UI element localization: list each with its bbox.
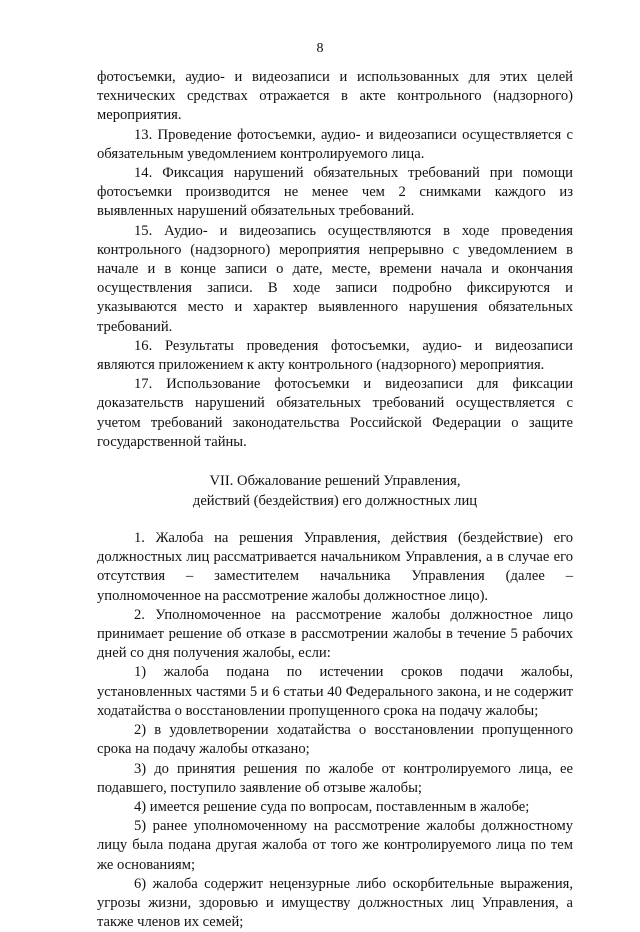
- list-item-5: 5) ранее уполномоченному на рассмотрение жалобы должностному лицу была подана другая жалоба от того же контролируемого лица по тем же основаниям;: [97, 818, 573, 873]
- list-item-2: 2) в удовлетворении ходатайства о восстановлении пропущенного срока на подачу жалобы отказано;: [97, 722, 573, 758]
- list-item-3: 3) до принятия решения по жалобе от контролируемого лица, ее подавшего, поступило заявление об отзыве жалобы;: [97, 760, 573, 796]
- paragraph-2: 2. Уполномоченное на рассмотрение жалобы должностное лицо принимает решение об отказе в рассмотрении жалобы в течение 5 рабочих дней со дня получения жалобы, если:: [97, 606, 573, 662]
- paragraph-17: 17. Использование фотосъемки и видеозаписи для фиксации доказательств нарушений обязательных требований осуществляется с учетом требований законодательства Российской Федерации о защите государственной тайны.: [97, 376, 573, 450]
- list-item-4: 4) имеется решение суда по вопросам, поставленным в жалобе;: [134, 798, 530, 815]
- paragraph-continuation: фотосъемки, аудио- и видеозаписи и использованных для этих целей технических средствах отражается в акте контрольного (надзорного) мероприятия.: [97, 69, 573, 124]
- document-body: [97, 68, 573, 932]
- paragraph-13: 13. Проведение фотосъемки, аудио- и видеозаписи осуществляется с обязательным уведомлением контролируемого лица.: [97, 126, 573, 162]
- section-heading-line1: VII. Обжалование решений Управления,: [209, 473, 461, 490]
- paragraph-16: 16. Результаты проведения фотосъемки, аудио- и видеозаписи являются приложением к акту контрольного (надзорного) мероприятия.: [97, 337, 573, 374]
- paragraph-1: 1. Жалоба на решения Управления, действия (бездействие) его должностных лиц рассматривается начальником Управления, а в случае его отсутствия – заместителем начальника Управления (далее – уполномоченное на рассмотрение жалобы должностное лицо).: [97, 530, 573, 604]
- paragraph-15: 15. Аудио- и видеозапись осуществляются в ходе проведения контрольного (надзорного) мероприятия непрерывно с уведомлением в начале и в конце записи о дате, месте, времени начала и окончания осуществления записи. В ходе записи подробно фиксируются и указываются место и характер выявленного нарушения обязательных требований.: [97, 222, 573, 335]
- section-heading: [97, 471, 573, 511]
- page-number: 8: [316, 41, 324, 56]
- list-item-6: 6) жалоба содержит нецензурные либо оскорбительные выражения, угрозы жизни, здоровью и имуществу должностных лиц Управления, а также членов их семей;: [97, 875, 573, 931]
- paragraph-14: 14. Фиксация нарушений обязательных требований при помощи фотосъемки производится не менее чем 2 снимками каждого из выявленных нарушений обязательных требований.: [97, 165, 573, 220]
- list-item-1: 1) жалоба подана по истечении сроков подачи жалобы, установленных частями 5 и 6 статьи 40 Федерального закона, и не содержит ходатайства о восстановлении пропущенного срока на подачу жалобы;: [97, 664, 573, 719]
- section-heading-line2: действий (бездействия) его должностных лиц: [192, 493, 478, 510]
